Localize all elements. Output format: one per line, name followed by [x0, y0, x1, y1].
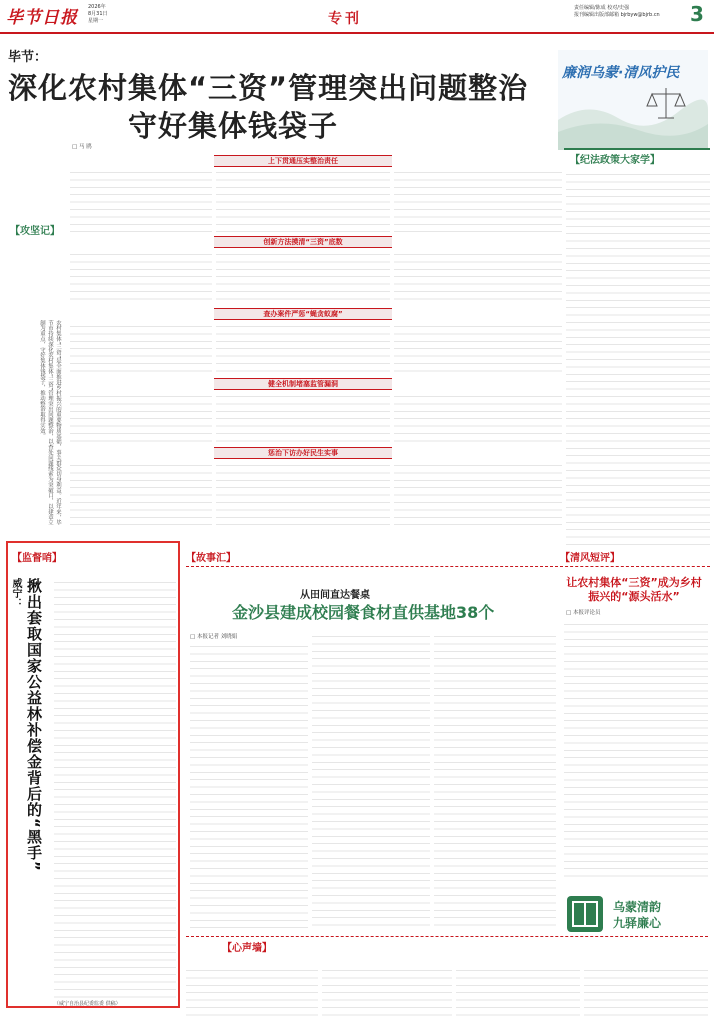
article-column	[216, 461, 390, 531]
heart-column	[322, 966, 452, 1016]
article-column	[216, 250, 390, 306]
commentary-header: 【攻坚记】	[10, 226, 60, 237]
supervision-header: 【监督哨】	[12, 553, 62, 564]
section-bar-1: 上下贯通压实整治责任	[214, 155, 392, 167]
article-column	[216, 392, 390, 444]
wind-logo	[565, 890, 705, 940]
heart-header: 【心声墙】	[222, 943, 272, 954]
story-column	[312, 632, 430, 930]
law-rule	[564, 148, 710, 150]
wind-body	[564, 620, 708, 880]
heart-rule	[186, 936, 708, 937]
article-byline	[72, 142, 92, 150]
newspaper-logo: 毕节日报	[6, 8, 78, 28]
section-bar-5: 惩治下访办好民生实事	[214, 447, 392, 459]
article-column	[70, 322, 212, 376]
story-byline	[190, 632, 237, 640]
supervision-title: 揪出套取国家公益林补偿金背后的“黑手”	[25, 578, 43, 872]
commentary-body: 农村集体“三资”是全面推进乡村振兴的重要物质基础，事关群众切身利益。近年来，毕节市持续深化农村集体“三资”管理突出问题整治，以查处问题线索为突破口，以建章立制为重点，守好集体钱袋子，推动整治取得实效。	[39, 320, 61, 526]
heart-column	[456, 966, 580, 1016]
supervision-footer: （威宁自治县纪委监委 供稿）	[54, 1001, 121, 1007]
seal-icon	[565, 894, 605, 934]
article-column	[394, 322, 562, 376]
date-year: 2026年	[88, 4, 106, 10]
byline-prefix: □	[566, 610, 573, 616]
story-column	[434, 632, 556, 930]
story-title: 金沙县建成校园餐食材直供基地38个	[232, 603, 495, 622]
editor-credits	[574, 5, 660, 19]
article-column	[70, 250, 212, 306]
heart-column	[584, 966, 708, 1016]
law-body	[566, 170, 710, 550]
section-bar-3: 查办案件严惩“蝇贪蚁腐”	[214, 308, 392, 320]
date-day: 8月31日	[88, 11, 108, 17]
wind-logo-text-1: 乌蒙清韵	[613, 900, 662, 914]
supervision-subtitle: 威宁：	[10, 578, 21, 608]
byline-prefix: □	[190, 634, 197, 640]
banner-title: 廉润乌蒙·清风护民	[562, 65, 680, 81]
story-kicker: 从田间直达餐桌	[300, 590, 370, 601]
masthead	[0, 0, 714, 34]
issue-date	[88, 4, 108, 25]
headline-kicker: 毕节：	[8, 50, 48, 65]
article-column	[394, 392, 562, 444]
section-name: 专刊	[328, 11, 362, 27]
law-header: 【纪法政策大家学】	[570, 155, 660, 166]
article-column	[394, 168, 562, 234]
heart-column	[186, 966, 318, 1016]
article-column	[70, 168, 212, 234]
story-header: 【故事汇】	[186, 553, 236, 564]
editor-line: 责任编辑/陈成 校对/史强	[574, 5, 629, 11]
wind-header: 【清风短评】	[560, 553, 620, 564]
wind-byline-text: 本报评论员	[572, 610, 601, 616]
story-byline-text: 本报记者 刘晓娟	[196, 634, 238, 640]
headline-line-1: 深化农村集体“三资”管理突出问题整治	[8, 71, 529, 105]
article-column	[70, 392, 212, 444]
section-bar-4: 健全机制堵塞监管漏洞	[214, 378, 392, 390]
article-column	[394, 461, 562, 531]
wind-logo-text-2: 九驿廉心	[613, 916, 662, 930]
wind-rule	[560, 566, 710, 567]
story-column	[190, 642, 308, 930]
article-column	[394, 250, 562, 306]
date-weekday: 星期一	[88, 18, 104, 24]
supervision-body	[54, 578, 176, 998]
email-line: 报刊编辑出版部邮箱 bjrbyw@bjrb.cn	[574, 12, 660, 18]
article-column	[70, 461, 212, 531]
headline-line-2: 守好集体钱袋子	[128, 109, 339, 143]
page-number: 3	[690, 2, 704, 26]
story-rule	[186, 566, 558, 567]
wind-title: 让农村集体“三资”成为乡村振兴的“源头活水”	[566, 576, 702, 603]
section-bar-2: 创新方法摸清“三资”底数	[214, 236, 392, 248]
article-column	[216, 322, 390, 376]
article-column	[216, 168, 390, 234]
wind-byline	[566, 608, 600, 616]
byline-author: 马 鸥	[78, 144, 92, 150]
byline-prefix: □	[72, 144, 79, 150]
